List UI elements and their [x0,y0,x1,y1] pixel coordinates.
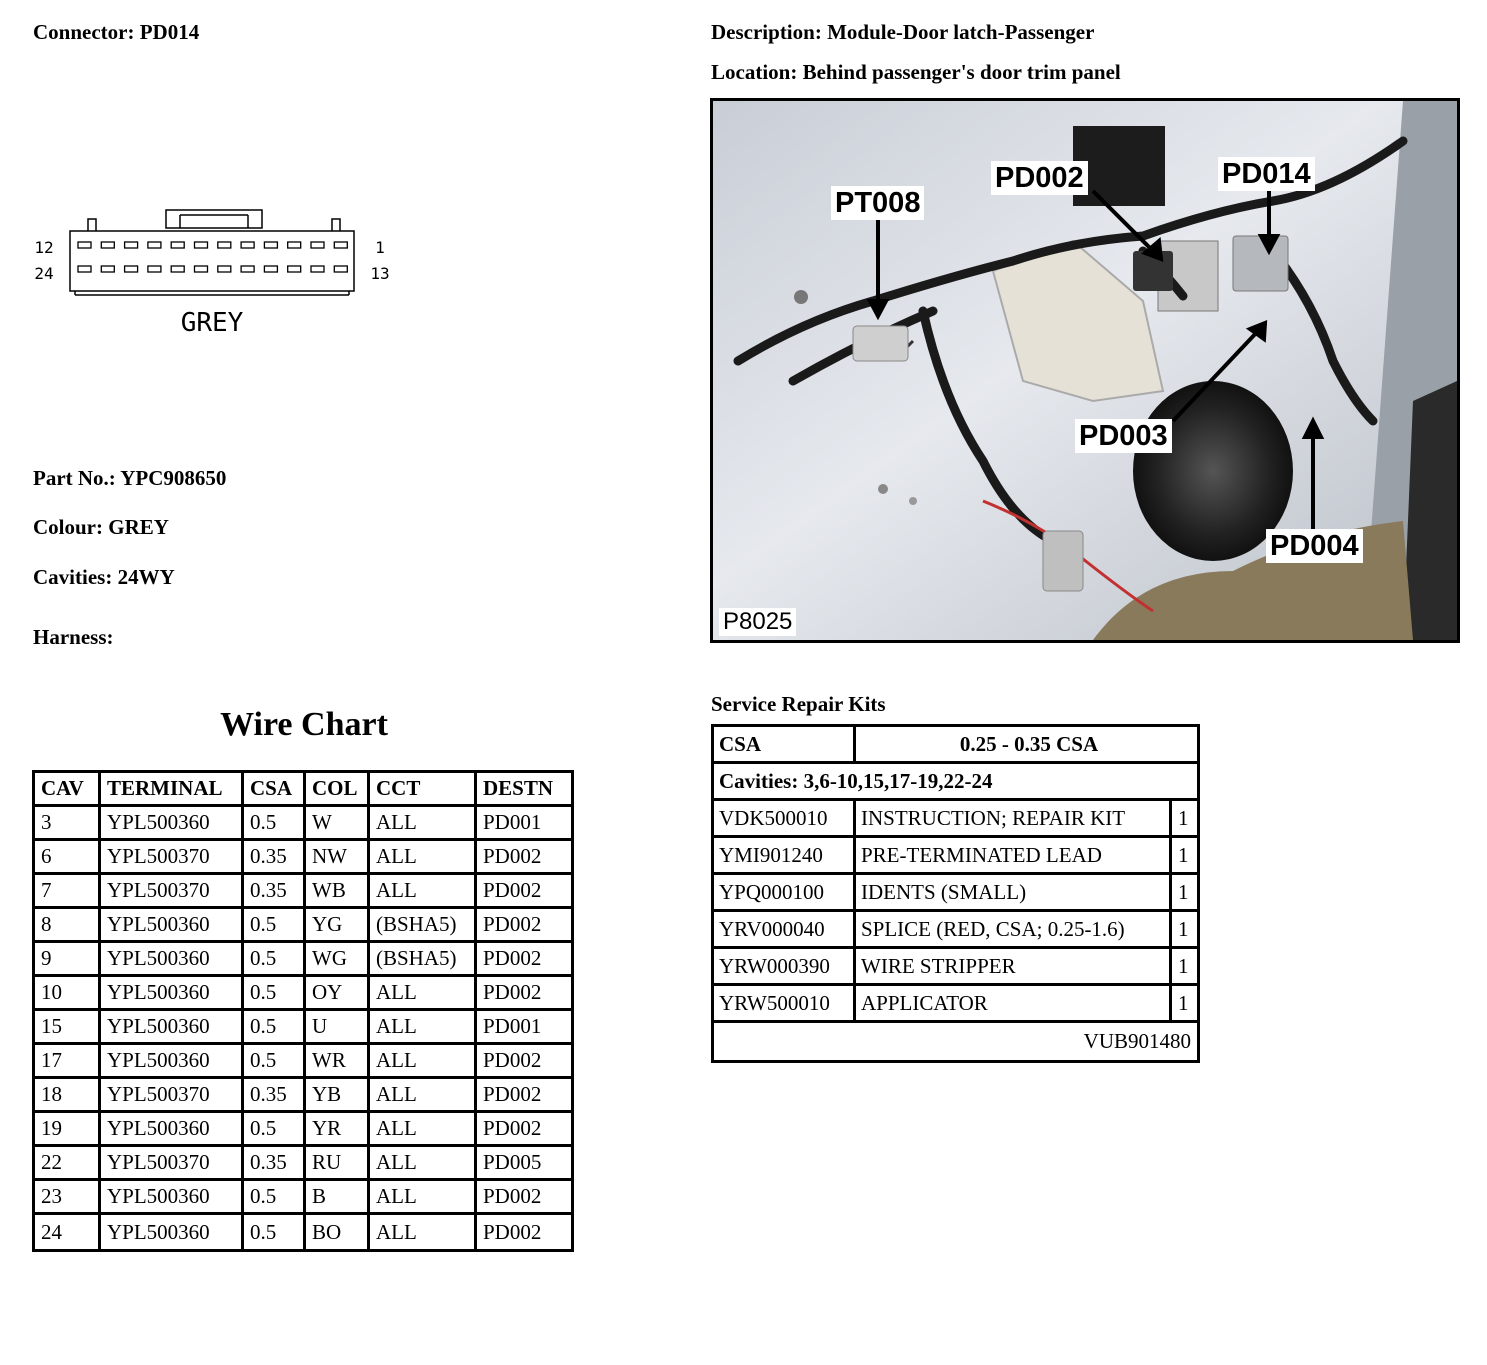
wire-cell-cct: ALL [370,1079,477,1113]
header-cav: CAV [35,773,101,807]
wire-cell-csa: 0.5 [244,807,306,841]
pin-cavity [148,242,161,248]
wire-cell-cav: 18 [35,1079,101,1113]
pin-cavity [241,266,254,272]
wire-chart-title: Wire Chart [220,706,388,743]
pin-cavity [125,266,138,272]
pin-cavity [311,242,324,248]
connector-location-photo [710,98,1460,643]
part-no-label: Part No.: YPC908650 [33,466,227,490]
location-label: Location: Behind passenger's door trim panel [711,60,1121,84]
wire-cell-cct: ALL [370,841,477,875]
wire-cell-cct: (BSHA5) [370,943,477,977]
wire-cell-csa: 0.35 [244,1147,306,1181]
wire-cell-terminal: YPL500370 [101,1147,244,1181]
pin-cavity [334,266,347,272]
wire-cell-destn: PD001 [477,807,571,841]
pin-cavity [288,266,301,272]
pin-cavity [195,242,208,248]
header-col: COL [306,773,370,807]
wire-cell-terminal: YPL500360 [101,1181,244,1215]
kit-row [714,949,1197,986]
wire-cell-destn: PD001 [477,1011,571,1045]
kit-row [714,912,1197,949]
wire-cell-csa: 0.5 [244,1215,306,1249]
wire-cell-destn: PD002 [477,943,571,977]
wire-cell-col: WB [306,875,370,909]
wire-cell-csa: 0.5 [244,943,306,977]
wire-cell-csa: 0.35 [244,841,306,875]
kit-name: PRE-TERMINATED LEAD [856,838,1172,875]
wire-cell-terminal: YPL500370 [101,1079,244,1113]
cavities-label: Cavities: 24WY [33,565,175,589]
kit-row [714,986,1197,1023]
wire-cell-terminal: YPL500360 [101,1215,244,1249]
wire-cell-cav: 7 [35,875,101,909]
wire-cell-col: YG [306,909,370,943]
pin-cavity [288,242,301,248]
wire-cell-destn: PD002 [477,1113,571,1147]
wire-cell-col: WR [306,1045,370,1079]
kit-name: IDENTS (SMALL) [856,875,1172,912]
kit-name: WIRE STRIPPER [856,949,1172,986]
pin-13-label: 13 [370,264,390,283]
wire-cell-terminal: YPL500360 [101,943,244,977]
kits-csa-value: 0.25 - 0.35 CSA [856,727,1197,764]
wire-cell-col: YB [306,1079,370,1113]
pin-cavity [195,266,208,272]
wire-cell-destn: PD002 [477,875,571,909]
pin-cavity [78,242,91,248]
wire-cell-destn: PD002 [483,1219,542,1244]
wire-row [35,1181,571,1215]
header-csa: CSA [244,773,306,807]
wire-cell-col: BO [306,1215,370,1249]
kit-row [714,875,1197,912]
wire-cell-csa: 0.5 [244,977,306,1011]
wire-cell-col: NW [306,841,370,875]
kit-code: VDK500010 [714,801,856,838]
wire-cell-cav: 23 [35,1181,101,1215]
kit-qty: 1 [1172,801,1197,838]
wire-cell-cav: 9 [35,943,101,977]
wire-cell-cct: ALL [370,1215,477,1249]
pin-12-label: 12 [34,238,54,257]
wire-cell-col: YR [306,1113,370,1147]
wire-cell-cav: 22 [35,1147,101,1181]
wire-cell-destn: PD002 [477,909,571,943]
wire-cell-cct: ALL [370,1045,477,1079]
callout-pd002: PD002 [991,161,1088,195]
callout-pd014: PD014 [1218,157,1315,191]
wire-cell-csa: 0.35 [244,1079,306,1113]
wire-cell-destn: PD005 [477,1147,571,1181]
pin-cavity [241,242,254,248]
wire-cell-cav: 3 [35,807,101,841]
wire-cell-terminal: YPL500360 [101,1113,244,1147]
wire-cell-terminal: YPL500360 [101,977,244,1011]
wire-cell-terminal: YPL500360 [101,909,244,943]
kit-number: VUB901480 [1083,1029,1191,1053]
kit-qty: 1 [1172,912,1197,949]
header-terminal: TERMINAL [101,773,244,807]
wire-cell-cct: ALL [370,1011,477,1045]
wire-cell-csa: 0.35 [244,875,306,909]
pin-cavity [334,242,347,248]
kits-cavities: Cavities: 3,6-10,15,17-19,22-24 [714,764,1197,801]
wire-cell-terminal: YPL500370 [101,841,244,875]
wire-row [35,875,571,909]
pin-cavity [125,242,138,248]
wire-cell-cav: 10 [35,977,101,1011]
service-repair-kits-title: Service Repair Kits [711,692,886,716]
wire-row [35,977,571,1011]
wire-cell-cct: ALL [370,1181,477,1215]
kit-qty: 1 [1172,875,1197,912]
wire-cell-cct: (BSHA5) [370,909,477,943]
wire-cell-terminal: YPL500360 [101,807,244,841]
pin-cavity [218,242,231,248]
connector-label: Connector: PD014 [33,20,200,44]
kit-qty: 1 [1172,838,1197,875]
wire-cell-csa: 0.5 [244,1045,306,1079]
pin-24-label: 24 [34,264,54,283]
wire-cell-csa: 0.5 [244,1011,306,1045]
wire-row [35,841,571,875]
wire-cell-destn: PD002 [477,977,571,1011]
wire-cell-csa: 0.5 [244,1181,306,1215]
header-cct: CCT [370,773,477,807]
wire-cell-col: B [306,1181,370,1215]
service-repair-kits-table [711,724,1200,1063]
wire-chart-table [32,770,574,1252]
wire-cell-cct: ALL [370,875,477,909]
wire-cell-cct: ALL [370,1113,477,1147]
pin-cavity [264,242,277,248]
wire-cell-cav: 17 [35,1045,101,1079]
wire-row [35,1147,571,1181]
pin-cavity [311,266,324,272]
wire-cell-destn: PD002 [477,841,571,875]
kit-code: YRW000390 [714,949,856,986]
harness-label: Harness: [33,625,114,649]
kit-name: APPLICATOR [856,986,1172,1023]
kit-name: SPLICE (RED, CSA; 0.25-1.6) [856,912,1172,949]
colour-label: Colour: GREY [33,515,169,539]
callout-pd004: PD004 [1266,529,1363,563]
kit-code: YMI901240 [714,838,856,875]
pin-cavity [101,242,114,248]
wire-cell-cct: ALL [370,1147,477,1181]
wire-row [35,1045,571,1079]
pin-cavity [148,266,161,272]
wire-cell-destn: PD002 [477,1045,571,1079]
wire-row [35,943,571,977]
wire-cell-col: OY [306,977,370,1011]
wire-cell-cav: 24 [35,1215,101,1249]
wire-cell-cct: ALL [370,977,477,1011]
header-destn: DESTN [477,773,571,807]
wire-row [35,1011,571,1045]
pin-cavity [171,266,184,272]
callout-pd003: PD003 [1075,419,1172,453]
wire-cell-cav: 6 [35,841,101,875]
pin-1-label: 1 [375,238,385,257]
pin-cavity [78,266,91,272]
wire-row [35,807,571,841]
kit-code: YRV000040 [714,912,856,949]
wire-cell-csa: 0.5 [244,1113,306,1147]
wire-row [35,1079,571,1113]
kit-code: YPQ000100 [714,875,856,912]
wire-cell-destn: PD002 [477,1181,571,1215]
wire-cell-terminal: YPL500360 [101,1011,244,1045]
connector-colour-label: GREY [180,308,244,338]
wire-cell-cav: 19 [35,1113,101,1147]
kit-number-row [714,1023,1197,1060]
callout-pt008: PT008 [831,186,924,220]
kit-row [714,801,1197,838]
wire-cell-csa: 0.5 [244,909,306,943]
wire-cell-col: WG [306,943,370,977]
wire-cell-col: W [306,807,370,841]
wire-cell-cav: 15 [35,1011,101,1045]
connector-diagram [30,205,410,345]
wire-cell-terminal: YPL500360 [101,1045,244,1079]
wire-cell-terminal: YPL500370 [101,875,244,909]
wire-row [35,1215,571,1249]
kit-row [714,838,1197,875]
wire-cell-col: U [306,1011,370,1045]
pin-cavity [171,242,184,248]
wire-cell-cav: 8 [35,909,101,943]
wire-cell-cct: ALL [370,807,477,841]
description-label: Description: Module-Door latch-Passenger [711,20,1095,44]
pin-cavity [101,266,114,272]
wire-row [35,909,571,943]
wire-cell-col: RU [306,1147,370,1181]
kit-qty: 1 [1172,986,1197,1023]
pin-cavity [218,266,231,272]
kits-csa-label: CSA [714,727,856,764]
kit-qty: 1 [1172,949,1197,986]
kit-code: YRW500010 [714,986,856,1023]
wire-cell-destn: PD002 [477,1079,571,1113]
pin-cavity [264,266,277,272]
photo-id-label: P8025 [719,608,796,636]
wire-row [35,1113,571,1147]
kit-name: INSTRUCTION; REPAIR KIT [856,801,1172,838]
